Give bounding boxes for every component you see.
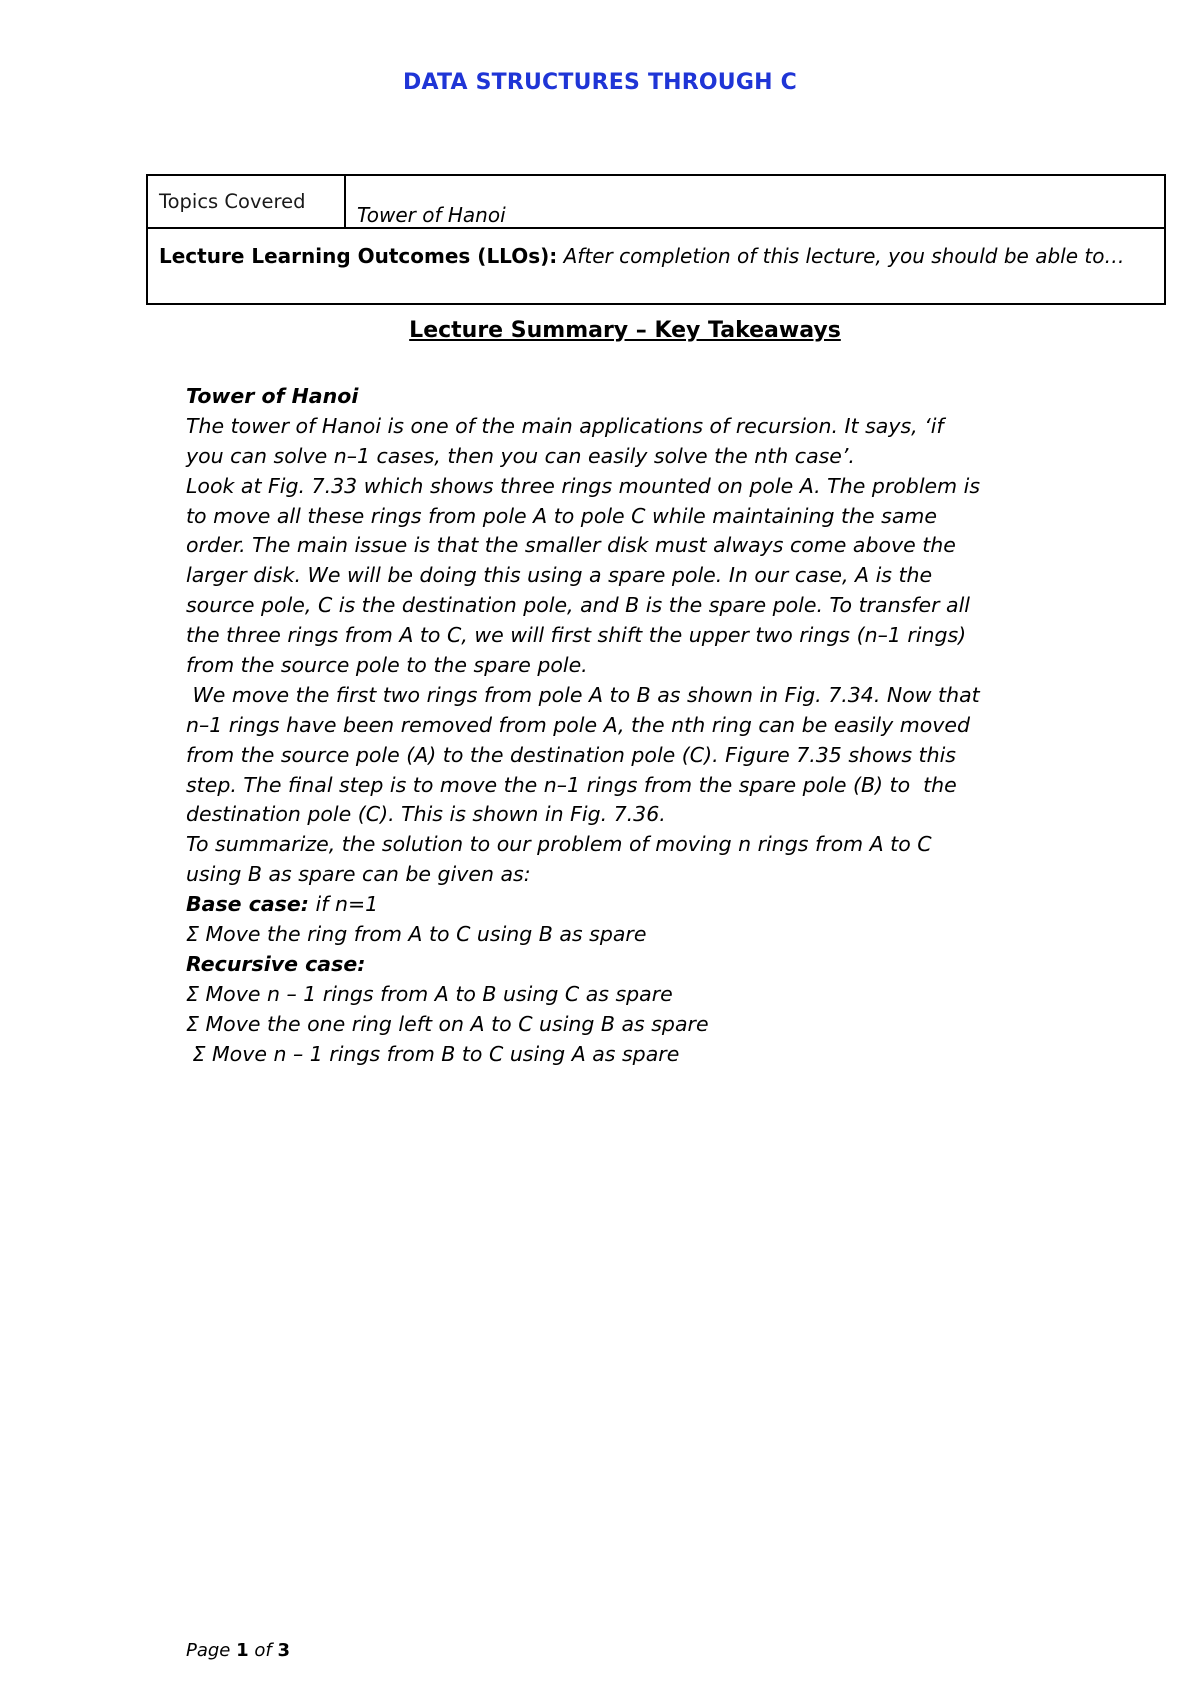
summary-line: larger disk. We will be doing this using a spare pole. In our case, A is the	[186, 563, 933, 588]
topics-table	[146, 174, 1166, 305]
summary-line: you can solve n–1 cases, then you can easily solve the nth case’.	[186, 443, 855, 468]
recursive-step: Σ Move n – 1 rings from A to B using C as spare	[186, 981, 673, 1006]
summary-line: destination pole (C). This is shown in Fig. 7.36.	[186, 802, 666, 827]
llo-text: After completion of this lecture, you should be able to…	[557, 244, 1125, 268]
summary-line: We move the first two rings from pole A to B as shown in Fig. 7.34. Now that	[186, 682, 980, 707]
summary-paragraph	[186, 382, 1066, 890]
summary-title: Lecture Summary – Key Takeaways	[409, 318, 841, 343]
topics-covered-value: Tower of Hanoi	[345, 175, 1165, 228]
summary-line: order. The main issue is that the smaller disk must always come above the	[186, 533, 956, 558]
recursive-step: Σ Move the one ring left on A to C using B as spare	[186, 1011, 709, 1036]
page-current: 1	[236, 1640, 249, 1661]
page-word: Page	[186, 1640, 237, 1661]
page-total: 3	[277, 1640, 290, 1661]
summary-line: source pole, C is the destination pole, and B is the spare pole. To transfer all	[186, 593, 970, 618]
summary-line: The tower of Hanoi is one of the main applications of recursion. It says, ‘if	[186, 413, 944, 438]
summary-line: Look at Fig. 7.33 which shows three rings mounted on pole A. The problem is	[186, 473, 980, 498]
document-header-title: DATA STRUCTURES THROUGH C	[403, 70, 797, 95]
llo-label: Lecture Learning Outcomes (LLOs):	[159, 244, 558, 268]
base-case-step: Σ Move the ring from A to C using B as spare	[186, 922, 647, 947]
summary-heading: Tower of Hanoi	[186, 384, 359, 408]
topics-covered-label: Topics Covered	[147, 175, 345, 228]
base-case-text: if n=1	[309, 892, 379, 917]
base-case-label: Base case:	[186, 892, 309, 917]
llo-cell	[147, 228, 1165, 304]
page-number-footer	[186, 1640, 290, 1661]
summary-body	[186, 382, 1066, 1069]
summary-line: from the source pole (A) to the destination pole (C). Figure 7.35 shows this	[186, 742, 956, 767]
recursive-case-label: Recursive case:	[186, 951, 366, 976]
topics-row	[147, 175, 1165, 228]
page-of: of	[248, 1640, 278, 1661]
summary-line: from the source pole to the spare pole.	[186, 653, 588, 678]
recursive-step: Σ Move n – 1 rings from B to C using A as spare	[186, 1041, 680, 1066]
summary-line: using B as spare can be given as:	[186, 862, 531, 887]
base-case-line	[186, 890, 1066, 920]
summary-line: to move all these rings from pole A to pole C while maintaining the same	[186, 503, 938, 528]
summary-line: step. The final step is to move the n–1 rings from the spare pole (B) to the	[186, 772, 957, 797]
summary-line: n–1 rings have been removed from pole A, the nth ring can be easily moved	[186, 712, 970, 737]
summary-line: the three rings from A to C, we will first shift the upper two rings (n–1 rings)	[186, 623, 967, 648]
summary-line: To summarize, the solution to our problem of moving n rings from A to C	[186, 832, 932, 857]
llo-row	[147, 228, 1165, 304]
